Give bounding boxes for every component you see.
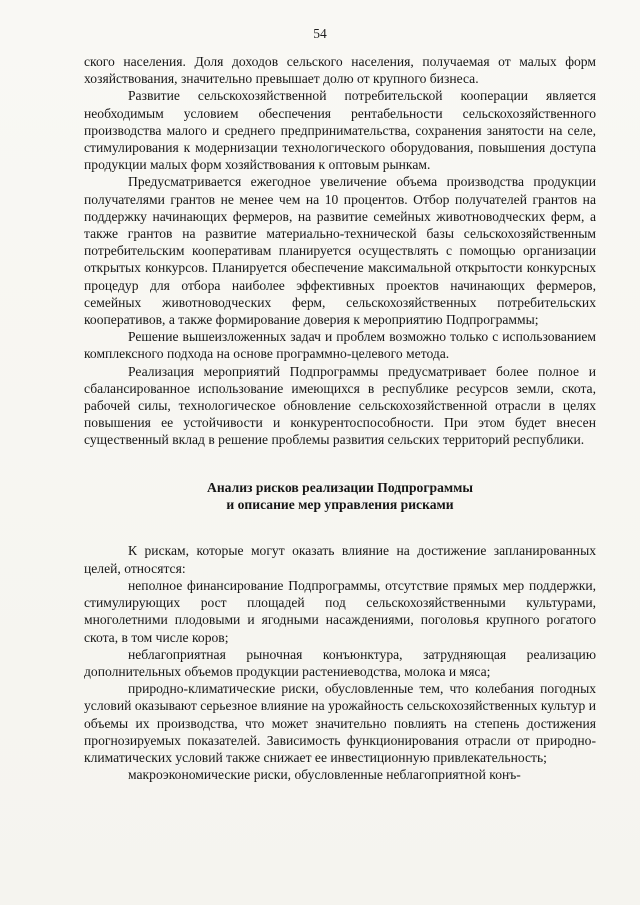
paragraph-risk-macro: макроэкономические риски, обусловленные неблагоприятной конъ- — [128, 767, 521, 783]
page-content — [84, 53, 596, 783]
paragraph-implementation: Реализация мероприятий Подпрограммы предусматривает более полное и сбалансированное использование имеющихся в республике ресурсов земли, скота, рабочей силы, технологическое обновление сельскохозяйственной отрасли в целях повышения ее устойчивости и конкурентоспособности. При этом будет внесен существенный вклад в решение проблемы развития сельских территорий республики. — [84, 363, 596, 448]
paragraph-solution: Решение вышеизложенных задач и проблем возможно только с использованием комплексного подхода на основе программно-целевого метода. — [84, 329, 596, 362]
paragraph-risk-market: неблагоприятная рыночная конъюнктура, затрудняющая реализацию дополнительных объемов продукции растениеводства, молока и мяса; — [84, 646, 596, 679]
section-heading-line2: и описание мер управления рисками — [226, 497, 454, 513]
section-heading-line1: Анализ рисков реализации Подпрограммы — [207, 479, 473, 495]
paragraph-risks-intro: К рискам, которые могут оказать влияние на достижение запланированных целей, относятся: — [84, 543, 596, 576]
paragraph-risk-climate: природно-климатические риски, обусловленные тем, что колебания погодных условий оказывают серьезное влияние на урожайность сельскохозяйственных культур и объемы их производства, что может значительно повлиять на степень достижения прогнозируемых показателей. Зависимость функционирования отрасли от природно-климатических условий также снижает ее инвестиционную привлекательность; — [84, 681, 596, 765]
paragraph-risk-financing: неполное финансирование Подпрограммы, отсутствие прямых мер поддержки, стимулирующих рост площадей под сельскохозяйственными культурами, многолетними плодовыми и ягодными насаждениями, поголовья крупного рогатого скота, в том числе коров; — [84, 577, 596, 645]
section-heading — [84, 479, 596, 514]
paragraph-continuation: ского населения. Доля доходов сельского населения, получаемая от малых форм хозяйствования, значительно превышает долю от крупного бизнеса. — [84, 54, 596, 87]
paragraph-cooperation: Развитие сельскохозяйственной потребительской кооперации является необходимым условием обеспечения рентабельности сельскохозяйственного производства малого и среднего предпринимательства, сохранения занятости на селе, стимулирования к модернизации технологического оборудования, повышения доступа продукции малых форм хозяйствования к оптовым рынкам. — [84, 88, 596, 173]
paragraph-grants: Предусматривается ежегодное увеличение объема производства продукции получателями грантов не менее чем на 10 процентов. Отбор получателей грантов на поддержку начинающих фермеров, на развитие семейных животноводческих ферм, а также грантов на развитие материально-технической базы сельскохозяйственным потребительским кооперативам планируется осуществлять с помощью организации открытых конкурсов. Планируется обеспечение максимальной открытости конкурсных процедур для отбора наиболее эффективных проектов начинающих фермеров, семейных животноводческих ферм, сельскохозяйственных потребительских кооперативов, а также формирование доверия к мероприятию Подпрограммы; — [84, 174, 596, 328]
page-number: 54 — [313, 26, 327, 41]
